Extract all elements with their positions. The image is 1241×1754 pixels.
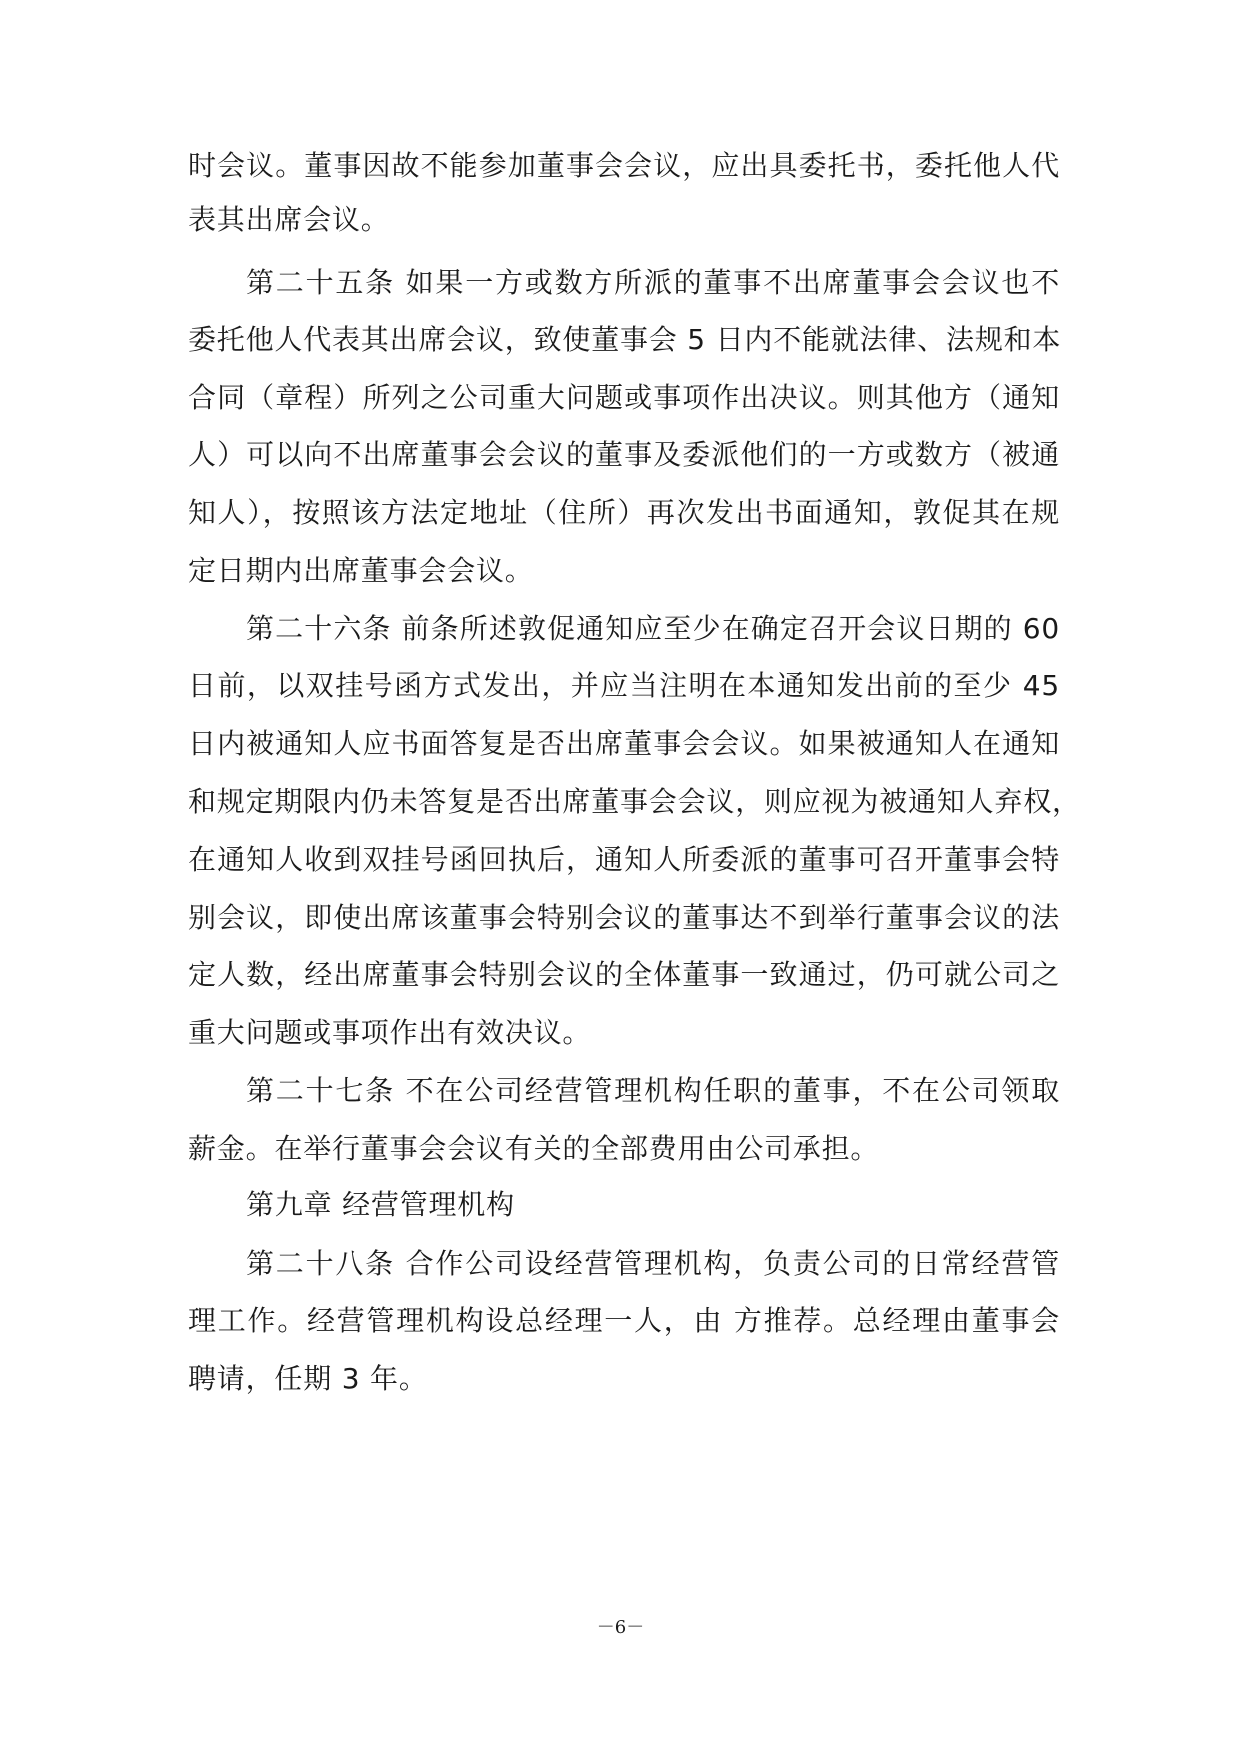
text-line: 定日期内出席董事会会议。 <box>188 554 534 587</box>
text-line: 人）可以向不出席董事会会议的董事及委派他们的一方或数方（被通 <box>188 438 1060 471</box>
text-line: 时会议。董事因故不能参加董事会会议，应出具委托书，委托他人代 <box>188 149 1060 182</box>
article-26-heading-line: 第二十六条 前条所述敦促通知应至少在确定召开会议日期的 60 <box>246 612 1060 645</box>
text-line: 别会议，即使出席该董事会特别会议的董事达不到举行董事会议的法 <box>188 901 1060 934</box>
chapter-9-heading: 第九章 经营管理机构 <box>246 1188 515 1221</box>
text-line: 日前，以双挂号函方式发出，并应当注明在本通知发出前的至少 45 <box>188 669 1060 702</box>
page-number: －6－ <box>596 1617 645 1638</box>
text-line: 重大问题或事项作出有效决议。 <box>188 1016 592 1049</box>
text-line: 和规定期限内仍未答复是否出席董事会会议，则应视为被通知人弃权， <box>188 785 1081 818</box>
text-line: 委托他人代表其出席会议，致使董事会 5 日内不能就法律、法规和本 <box>188 323 1062 356</box>
article-25-heading-line: 第二十五条 如果一方或数方所派的董事不出席董事会会议也不 <box>246 266 1060 299</box>
text-line: 理工作。经营管理机构设总经理一人，由 方推荐。总经理由董事会 <box>188 1304 1060 1337</box>
text-line: 聘请，任期 3 年。 <box>188 1362 428 1395</box>
article-28-heading-line: 第二十八条 合作公司设经营管理机构，负责公司的日常经营管 <box>246 1247 1060 1280</box>
text-line: 定人数，经出席董事会特别会议的全体董事一致通过，仍可就公司之 <box>188 958 1060 991</box>
article-27-heading-line: 第二十七条 不在公司经营管理机构任职的董事，不在公司领取 <box>246 1074 1060 1107</box>
text-line: 合同（章程）所列之公司重大问题或事项作出决议。则其他方（通知 <box>188 381 1060 414</box>
text-line: 表其出席会议。 <box>188 203 390 236</box>
text-line: 日内被通知人应书面答复是否出席董事会会议。如果被通知人在通知 <box>188 727 1060 760</box>
text-line: 知人），按照该方法定地址（住所）再次发出书面通知，敦促其在规 <box>188 496 1060 529</box>
text-line: 薪金。在举行董事会会议有关的全部费用由公司承担。 <box>188 1132 880 1165</box>
text-line: 在通知人收到双挂号函回执后，通知人所委派的董事可召开董事会特 <box>188 843 1060 876</box>
